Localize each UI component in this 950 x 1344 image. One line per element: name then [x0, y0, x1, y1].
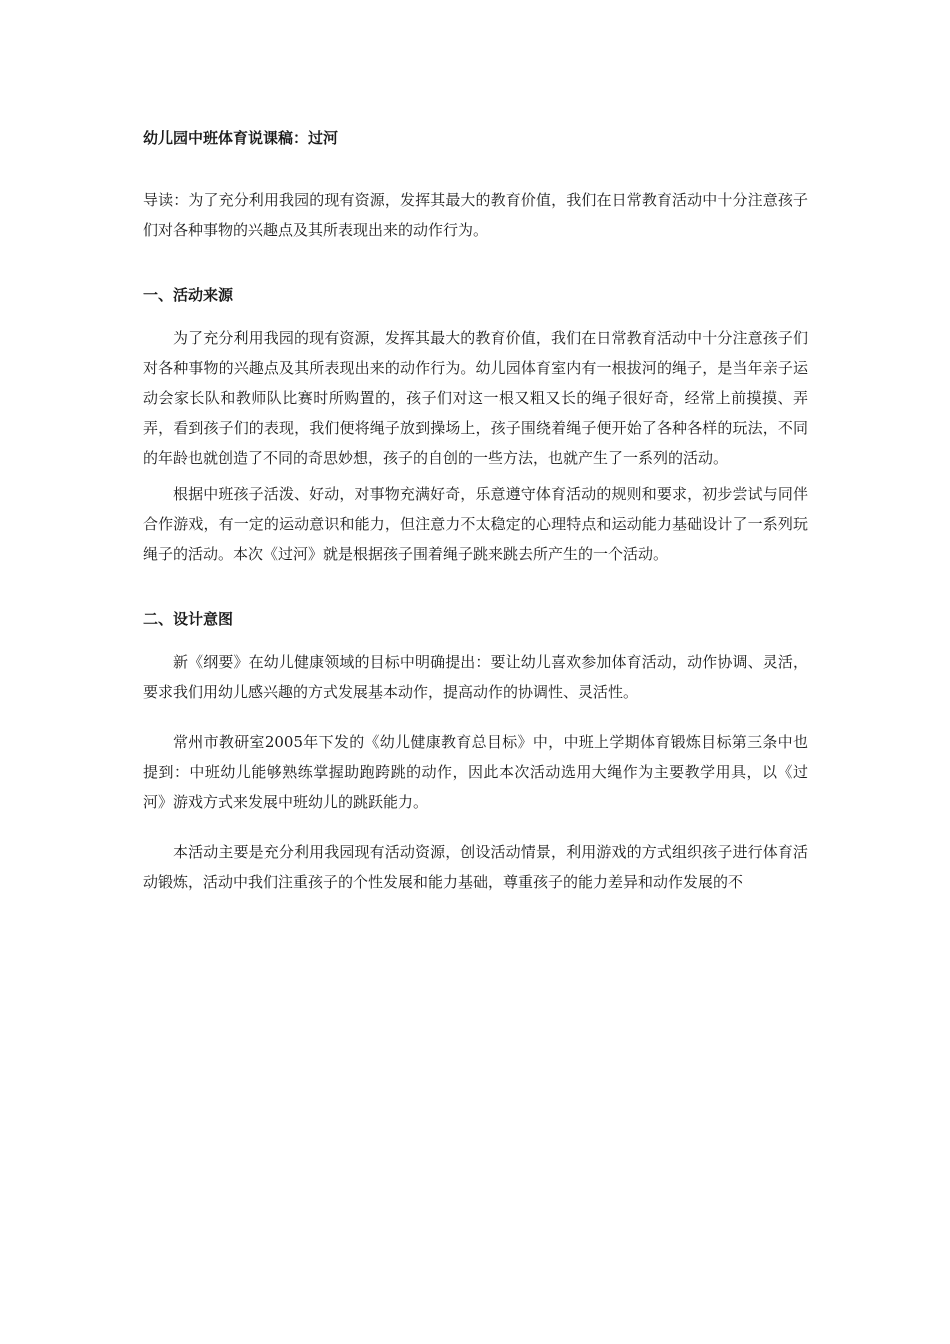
paragraph: 本活动主要是充分利用我园现有活动资源，创设活动情景，利用游戏的方式组织孩子进行体育活动锻炼，活动中我们注重孩子的个性发展和能力基础，尊重孩子的能力差异和动作发展的不	[143, 843, 808, 891]
intro-paragraph: 导读：为了充分利用我园的现有资源，发挥其最大的教育价值，我们在日常教育活动中十分注意孩子们对各种事物的兴趣点及其所表现出来的动作行为。	[143, 191, 808, 239]
paragraph: 为了充分利用我园的现有资源，发挥其最大的教育价值，我们在日常教育活动中十分注意孩子们对各种事物的兴趣点及其所表现出来的动作行为。幼儿园体育室内有一根拔河的绳子，是当年亲子运动会家长队和教师队比赛时所购置的，孩子们对这一根又粗又长的绳子很好奇，经常上前摸摸、弄弄，看到孩子们的表现，我们便将绳子放到操场上，孩子围绕着绳子便开始了各种各样的玩法，不同的年龄也就创造了不同的奇思妙想，孩子的自创的一些方法，也就产生了一系列的活动。	[143, 329, 808, 467]
section-heading-activity-source: 一、活动来源	[143, 286, 234, 304]
page-title: 幼儿园中班体育说课稿：过河	[143, 129, 339, 147]
section-heading-design-intent: 二、设计意图	[143, 610, 234, 628]
paragraph: 根据中班孩子活泼、好动，对事物充满好奇，乐意遵守体育活动的规则和要求，初步尝试与同伴合作游戏，有一定的运动意识和能力，但注意力不太稳定的心理特点和运动能力基础设计了一系列玩绳子的活动。本次《过河》就是根据孩子围着绳子跳来跳去所产生的一个活动。	[143, 485, 808, 563]
paragraph: 常州市教研室2005年下发的《幼儿健康教育总目标》中，中班上学期体育锻炼目标第三条中也提到：中班幼儿能够熟练掌握助跑跨跳的动作，因此本次活动选用大绳作为主要教学用具，以《过河》游戏方式来发展中班幼儿的跳跃能力。	[143, 733, 808, 811]
document-body	[143, 126, 808, 897]
paragraph: 新《纲要》在幼儿健康领域的目标中明确提出：要让幼儿喜欢参加体育活动，动作协调、灵活，要求我们用幼儿感兴趣的方式发展基本动作，提高动作的协调性、灵活性。	[143, 653, 808, 701]
